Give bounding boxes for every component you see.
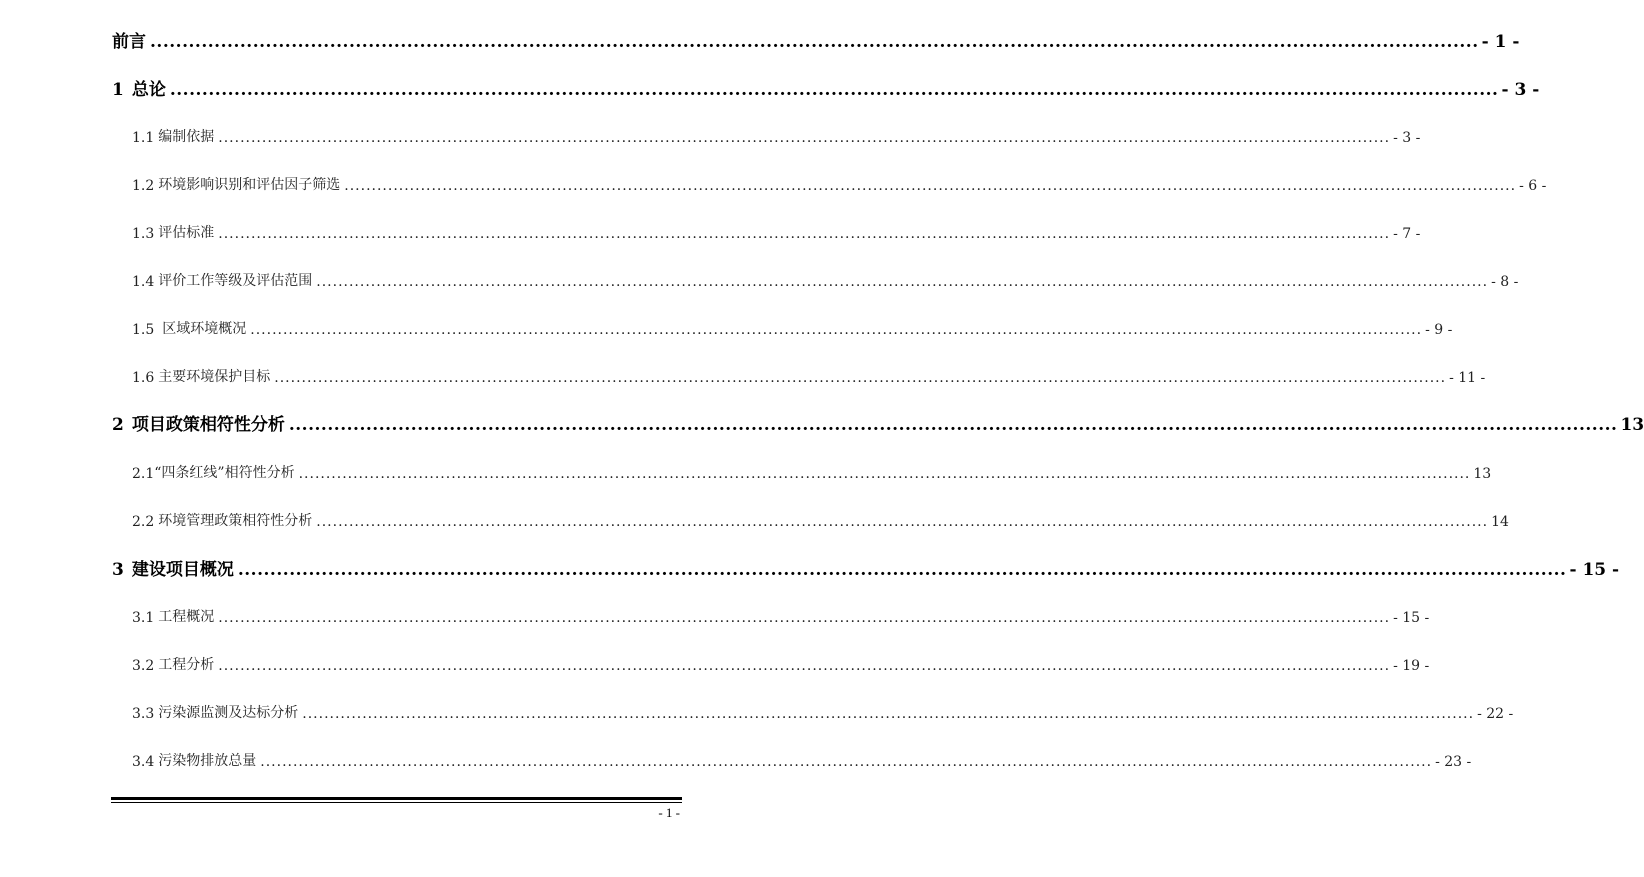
toc-leader-dots: ....................................................................................................................................................................................................................... [302, 706, 1475, 722]
toc-entry-page: - 6 - [1519, 178, 1547, 194]
toc-leader-dots: ....................................................................................................................................................................................................................... [344, 178, 1517, 194]
toc-entry-page: - 3 - [1393, 130, 1421, 146]
toc-entry-number: 2.1 [132, 466, 155, 482]
toc-entry-section-1-1[interactable] [0, 124, 1421, 146]
toc-leader-dots: ....................................................................................................................................................................................................................... [274, 370, 1447, 386]
toc-entry-page: - 8 - [1491, 274, 1519, 290]
toc-entry-chapter-1[interactable] [0, 76, 1540, 100]
toc-entry-section-1-2[interactable] [0, 172, 1547, 194]
toc-leader-dots: ....................................................................................................................................................................................................................... [218, 130, 1391, 146]
toc-entry-title: 评估标准 [158, 225, 215, 241]
toc-entry-title: 主要环境保护目标 [158, 369, 271, 385]
toc-entry-page: - 1 - [1481, 32, 1520, 52]
toc-entry-number: 3.3 [132, 706, 155, 722]
toc-entry-number: 2.2 [132, 514, 155, 530]
toc-leader-dots: ............................................................................................................................................................................................................... [237, 560, 1567, 580]
toc-entry-title: “四条红线”相符性分析 [154, 465, 295, 481]
toc-entry-chapter-3[interactable] [0, 556, 1620, 580]
toc-entry-number: 1.6 [132, 370, 155, 386]
toc-entry-number: 3.4 [132, 754, 155, 770]
toc-entry-preface[interactable] [0, 28, 1520, 52]
toc-entry-title: 工程分析 [158, 657, 215, 673]
footer-rule-thin [111, 802, 682, 803]
toc-entry-page: - 23 - [1435, 754, 1472, 770]
toc-entry-page: 14 [1491, 514, 1509, 530]
toc-entry-section-2-2[interactable] [0, 508, 1509, 530]
page-number: - 1 - [658, 805, 680, 820]
toc-entry-page: - 7 - [1393, 226, 1421, 242]
toc-leader-dots: ............................................................................................................................................................................................................... [169, 80, 1499, 100]
toc-entry-number: 1.2 [132, 178, 155, 194]
toc-entry-title: 前言 [112, 32, 146, 52]
toc-entry-page: - 11 - [1449, 370, 1486, 386]
toc-entry-number: 3 [112, 560, 124, 580]
toc-entry-number: 1.5 [132, 322, 155, 338]
toc-entry-section-3-4[interactable] [0, 748, 1472, 770]
toc-entry-section-3-2[interactable] [0, 652, 1430, 674]
toc-leader-dots: ....................................................................................................................................................................................................................... [316, 274, 1489, 290]
toc-entry-page: - 15 - [1393, 610, 1430, 626]
toc-leader-dots: ....................................................................................................................................................................................................................... [316, 514, 1489, 530]
toc-entry-title: 污染物排放总量 [158, 753, 257, 769]
toc-leader-dots: ....................................................................................................................................................................................................................... [218, 226, 1391, 242]
toc-entry-number: 1.3 [132, 226, 155, 242]
toc-entry-number: 3.1 [132, 610, 155, 626]
toc-entry-page: - 3 - [1501, 80, 1540, 100]
toc-leader-dots: ....................................................................................................................................................................................................................... [218, 658, 1391, 674]
toc-entry-page: 13 [1620, 415, 1644, 435]
toc-entry-title: 总论 [131, 80, 166, 100]
toc-entry-title: 建设项目概况 [131, 560, 234, 580]
toc-entry-number: 1 [112, 80, 124, 100]
footer-rule-thick [111, 797, 682, 800]
toc-leader-dots: ....................................................................................................................................................................................................................... [298, 466, 1471, 482]
toc-entry-page: - 15 - [1569, 560, 1620, 580]
toc-entry-section-1-5[interactable] [0, 316, 1453, 338]
toc-entry-section-1-4[interactable] [0, 268, 1519, 290]
toc-entry-title: 项目政策相符性分析 [131, 415, 285, 435]
toc-entry-title: 区域环境概况 [162, 321, 247, 337]
toc-entry-page: - 9 - [1425, 322, 1453, 338]
toc-entry-section-1-6[interactable] [0, 364, 1486, 386]
toc-entry-title: 环境影响识别和评估因子筛选 [158, 177, 341, 193]
toc-entry-title: 污染源监测及达标分析 [158, 705, 299, 721]
toc-entry-section-3-3[interactable] [0, 700, 1514, 722]
toc-entry-page: - 19 - [1393, 658, 1430, 674]
toc-entry-title: 评价工作等级及评估范围 [158, 273, 313, 289]
toc-entry-chapter-2[interactable] [0, 411, 1644, 435]
toc-leader-dots: ............................................................................................................................................................................................................... [150, 32, 1479, 52]
toc-leader-dots: ....................................................................................................................................................................................................................... [260, 754, 1433, 770]
toc-entry-section-1-3[interactable] [0, 220, 1421, 242]
toc-leader-dots: ....................................................................................................................................................................................................................... [218, 610, 1391, 626]
toc-entry-number: 1.1 [132, 130, 155, 146]
toc-entry-number: 1.4 [132, 274, 155, 290]
toc-entry-title: 工程概况 [158, 609, 215, 625]
toc-leader-dots: ....................................................................................................................................................................................................................... [250, 322, 1423, 338]
toc-entry-number: 2 [112, 415, 124, 435]
toc-entry-title: 环境管理政策相符性分析 [158, 513, 313, 529]
toc-entry-number: 3.2 [132, 658, 155, 674]
toc-entry-page: - 22 - [1477, 706, 1514, 722]
toc-entry-page: 13 [1473, 466, 1492, 482]
toc-entry-section-3-1[interactable] [0, 604, 1430, 626]
toc-entry-title: 编制依据 [158, 129, 215, 145]
toc-leader-dots: ............................................................................................................................................................................................................... [288, 415, 1618, 435]
toc-entry-section-2-1[interactable] [0, 460, 1492, 482]
